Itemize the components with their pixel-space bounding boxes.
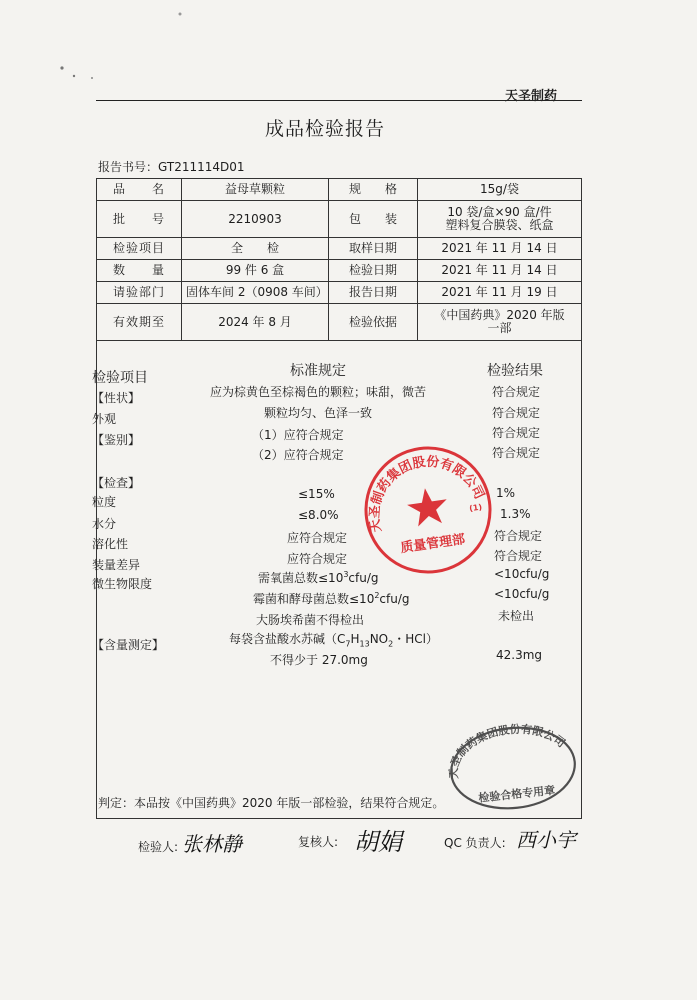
result-mold-yeast: <10cfu/g [494, 587, 550, 601]
result-aerobic: <10cfu/g [494, 567, 550, 581]
info-row [97, 282, 582, 304]
col-header-standard: 标准规定 [290, 363, 346, 379]
header-rule [96, 100, 582, 101]
basis-line-2: 一部 [487, 321, 512, 335]
standard-assay-formula: 每袋含盐酸水苏碱（$C_7H_{13}NO_2$・HCl） [229, 632, 438, 649]
item-solubility: 溶化性 [92, 537, 129, 551]
report-title: 成品检验报告 [265, 118, 386, 140]
qc-signature: 西小宇 [516, 828, 576, 852]
section-identification: 【鉴别】 [92, 433, 141, 447]
section-inspection: 【检查】 [92, 476, 141, 490]
seal-center-text: 质量管理部 [399, 532, 467, 557]
qc-label: QC 负责人: [444, 836, 506, 850]
info-label: 批 号 [97, 201, 182, 238]
info-value [418, 304, 582, 341]
info-value: 2021 年 11 月 14 日 [418, 238, 582, 260]
result-moisture: 1.3% [500, 507, 531, 521]
result-ident-1: 符合规定 [492, 426, 541, 440]
info-value: 固体车间 2（0908 车间） [182, 282, 329, 304]
svg-text:天圣制药集团股份有限公司 [446, 722, 571, 780]
standard-mold-yeast: 霉菌和酵母菌总数$\le 10^2cfu/g$ [253, 591, 410, 606]
result-ident-2: 符合规定 [492, 446, 541, 460]
conclusion-rule [96, 818, 582, 819]
result-assay: 42.3mg [496, 648, 543, 662]
info-value: 2021 年 11 月 14 日 [418, 260, 582, 282]
release-seal [446, 722, 580, 814]
info-value: 益母草颗粒 [182, 179, 329, 201]
info-row [97, 304, 582, 341]
info-value: 2210903 [182, 201, 329, 238]
inspector-label: 检验人: [138, 840, 179, 854]
standard-ident-2: （2）应符合规定 [252, 448, 344, 462]
info-label: 包 装 [329, 201, 418, 238]
result-appearance: 符合规定 [492, 406, 541, 420]
section-assay: 【含量测定】 [92, 638, 165, 652]
info-row [97, 260, 582, 282]
item-moisture: 水分 [92, 517, 117, 531]
info-value: 全 检 [182, 238, 329, 260]
info-label: 品 名 [97, 179, 182, 201]
info-label: 请验部门 [97, 282, 182, 304]
item-microbial: 微生物限度 [92, 577, 153, 591]
col-header-result: 检验结果 [487, 363, 543, 379]
info-value: 2021 年 11 月 19 日 [418, 282, 582, 304]
info-label: 有效期至 [97, 304, 182, 341]
standard-aerobic: 需氧菌总数$\le 10^3cfu/g$ [258, 570, 379, 585]
result-ecoli: 未检出 [498, 609, 535, 623]
reviewer-label: 复核人: [298, 835, 339, 849]
standard-ident-1: （1）应符合规定 [252, 428, 344, 442]
result-granularity: 1% [496, 486, 516, 500]
product-info-table [96, 178, 582, 341]
item-appearance: 外观 [92, 412, 117, 426]
info-value: 99 件 6 盒 [182, 260, 329, 282]
svg-text:天圣制药集团股份有限公司 [362, 446, 491, 533]
info-row [97, 238, 582, 260]
packaging-line-2: 塑料复合膜袋、纸盒 [445, 218, 554, 232]
standard-appearance: 颗粒均匀、色泽一致 [264, 406, 373, 420]
reviewer-signature: 胡娟 [354, 828, 402, 856]
report-number: 报告书号：GT211114D01 [98, 160, 245, 174]
result-solubility: 符合规定 [494, 529, 543, 543]
result-properties: 符合规定 [492, 385, 541, 399]
info-label: 规 格 [329, 179, 418, 201]
basis-line-1: 《中国药典》2020 年版 [434, 308, 565, 322]
result-fill-variation: 符合规定 [494, 549, 543, 563]
info-label: 数 量 [97, 260, 182, 282]
info-label: 取样日期 [329, 238, 418, 260]
release-seal-center-text: 检验合格专用章 [477, 783, 556, 805]
seal-code: (1) [468, 502, 483, 514]
standard-solubility: 应符合规定 [287, 531, 348, 545]
item-fill-variation: 装量差异 [92, 558, 141, 572]
info-row [97, 179, 582, 201]
standard-ecoli: 大肠埃希菌不得检出 [256, 613, 365, 627]
info-value: 15g/袋 [418, 179, 582, 201]
inspector-signature: 张林静 [182, 832, 242, 856]
seal-ring-text: 天圣制药集团股份有限公司 [367, 454, 487, 534]
packaging-line-1: 10 袋/盒×90 盒/件 [447, 205, 552, 219]
info-label: 检验日期 [329, 260, 418, 282]
info-label: 检验项目 [97, 238, 182, 260]
brand-name: 天圣制药 [505, 89, 558, 104]
standard-moisture: ≤8.0% [298, 508, 339, 522]
info-value: 2024 年 8 月 [182, 304, 329, 341]
section-properties: 【性状】 [92, 391, 141, 405]
standard-properties: 应为棕黄色至棕褐色的颗粒；味甜，微苦 [210, 385, 427, 399]
standard-assay-limit: 不得少于 27.0mg [270, 653, 368, 667]
release-seal-ring-text: 天圣制药集团股份有限公司 [447, 722, 568, 780]
conclusion-text: 判定：本品按《中国药典》2020 年版一部检验，结果符合规定。 [98, 796, 445, 810]
info-label: 报告日期 [329, 282, 418, 304]
col-header-item: 检验项目 [92, 370, 148, 386]
standard-fill-variation: 应符合规定 [287, 552, 348, 566]
standard-granularity: ≤15% [298, 487, 335, 501]
info-value [418, 201, 582, 238]
quality-dept-seal [362, 444, 494, 576]
item-granularity: 粒度 [92, 495, 117, 509]
info-label: 检验依据 [329, 304, 418, 341]
info-row [97, 201, 582, 238]
